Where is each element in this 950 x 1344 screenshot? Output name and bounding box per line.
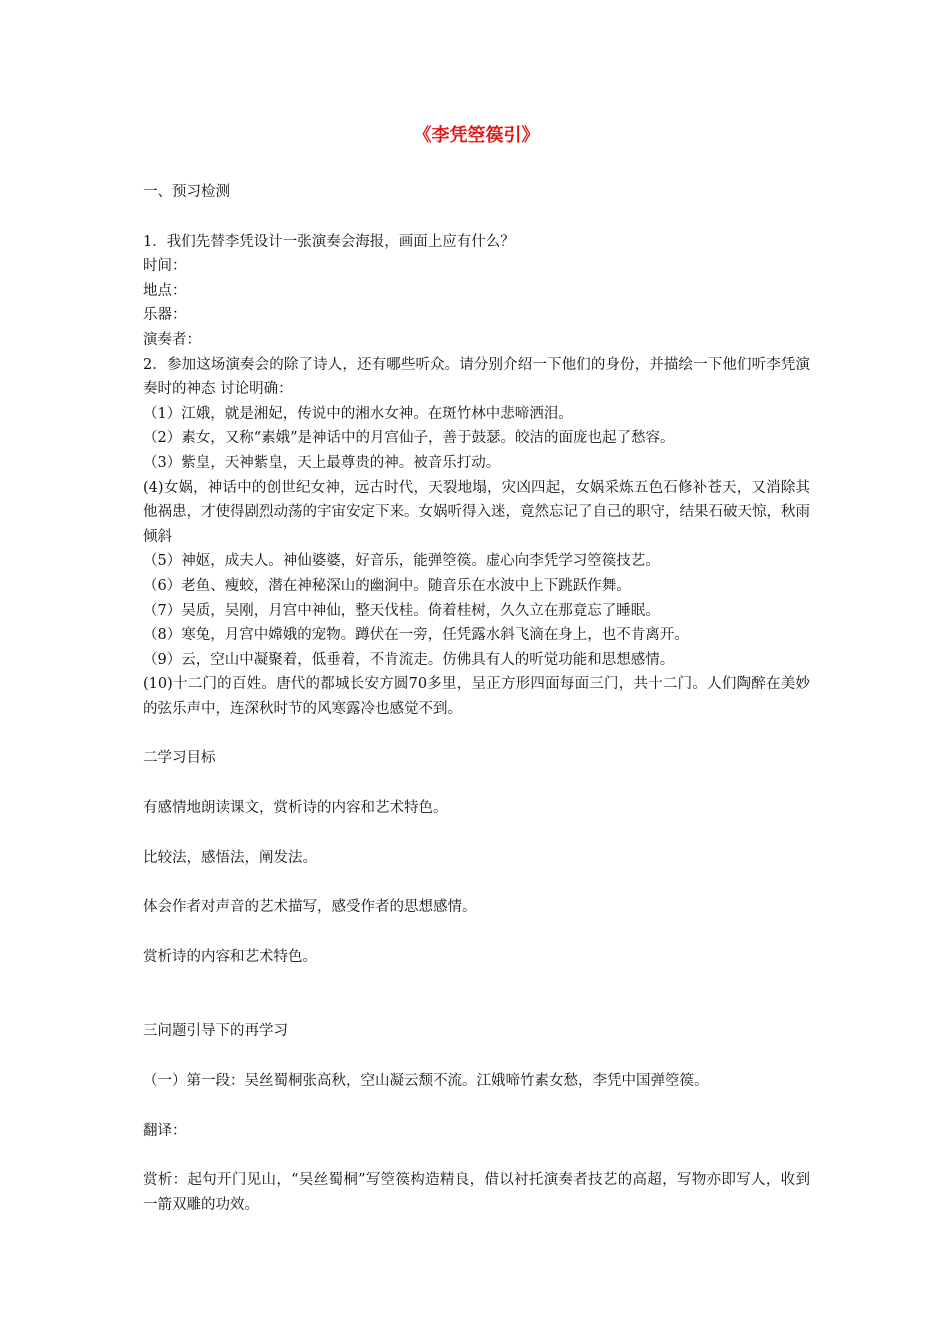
- document-body: [143, 116, 810, 1217]
- listener-item: （6）老鱼、瘦蛟，潜在神秘深山的幽涧中。随音乐在水波中上下跳跃作舞。: [143, 577, 631, 594]
- question-2: 2．参加这场演奏会的除了诗人，还有哪些听众。请分别介绍一下他们的身份，并描绘一下他们听李凭演奏时的神态 讨论明确：: [143, 356, 810, 398]
- page-title: 《李凭箜篌引》: [413, 125, 540, 146]
- stanza-1: （一）第一段：吴丝蜀桐张高秋，空山凝云颓不流。江娥啼竹素女愁，李凭中国弹箜篌。: [143, 1073, 709, 1090]
- translation-label: 翻译：: [143, 1122, 187, 1139]
- poster-time: 时间：: [143, 258, 187, 275]
- question-1: 1．我们先替李凭设计一张演奏会海报，画面上应有什么？: [143, 233, 515, 250]
- section-heading-goals: 二学习目标: [143, 750, 216, 767]
- goal-item: 比较法，感悟法，阐发法。: [143, 849, 317, 866]
- listener-item: （8）寒兔，月宫中嫦娥的宠物。蹲伏在一旁，任凭露水斜飞滴在身上，也不肯离开。: [143, 627, 689, 644]
- goal-item: 赏析诗的内容和艺术特色。: [143, 948, 317, 965]
- poster-instrument: 乐器：: [143, 307, 187, 324]
- listener-item: （1）江娥，就是湘妃，传说中的湘水女神。在斑竹林中悲啼洒泪。: [143, 405, 573, 422]
- listener-item: (4)女娲，神话中的创世纪女神，远古时代，天裂地塌，灾凶四起，女娲采炼五色石修补苍天，又消除其他祸患，才使得剧烈动荡的宇宙安定下来。女娲听得入迷，竟然忘记了自己的职守，结果石破天惊，秋雨倾斜: [143, 479, 810, 545]
- poster-place: 地点：: [143, 282, 187, 299]
- listener-item: （2）素女，又称“素娥”是神话中的月宫仙子，善于鼓瑟。皎洁的面庞也起了愁容。: [143, 430, 675, 447]
- analysis-paragraph: 赏析：起句开门见山，“吴丝蜀桐”写箜篌构造精良，借以衬托演奏者技艺的高超，写物亦即写人，收到一箭双雕的功效。: [143, 1172, 810, 1213]
- listener-item: （9）云，空山中凝聚着，低垂着，不肯流走。仿佛具有人的听觉功能和思想感情。: [143, 651, 675, 668]
- listener-item: （3）紫皇，天神紫皇，天上最尊贵的神。被音乐打动。: [143, 454, 501, 471]
- listener-item: (10)十二门的百姓。唐代的都城长安方圆70多里，呈正方形四面每面三门，共十二门。人们陶醉在美妙的弦乐声中，连深秋时节的风寒露冷也感觉不到。: [143, 676, 810, 717]
- goal-item: 体会作者对声音的艺术描写，感受作者的思想感情。: [143, 899, 477, 916]
- section-heading-preview: 一、预习检测: [143, 184, 230, 200]
- listener-item: （5）神妪，成夫人。神仙婆婆，好音乐，能弹箜篌。虚心向李凭学习箜篌技艺。: [143, 553, 660, 570]
- goal-item: 有感情地朗读课文，赏析诗的内容和艺术特色。: [143, 800, 448, 817]
- section-heading-relearn: 三问题引导下的再学习: [143, 1023, 288, 1040]
- listener-item: （7）吴质，吴刚，月宫中神仙，整天伐桂。倚着桂树，久久立在那竟忘了睡眠。: [143, 602, 660, 619]
- poster-performer: 演奏者：: [143, 331, 201, 348]
